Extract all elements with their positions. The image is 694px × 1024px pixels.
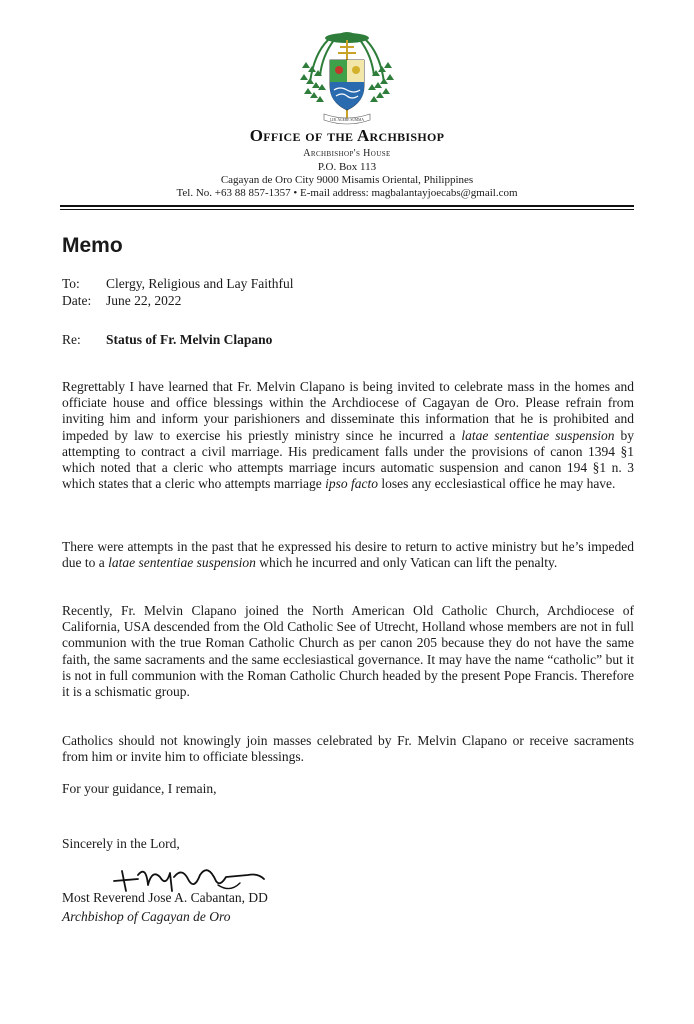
archdiocese-crest-icon: [300, 24, 394, 128]
p1-text-a: Regrettably I have learned that Fr. Melvin Clapano is being invited to celebrate mass in the homes and officiate house and office blessings within the Archdiocese of Cagayan de Oro. Please refrain from inviting him and inform your parishioners and disseminate this information that he is prohibited and impeded by law to exercise his priestly ministry since he incurred a: [62, 379, 634, 443]
p1-text-c: by attempting to contract a civil marriage. His predicament falls under the provisions of canon 1394 §1 which noted that a cleric who attempts marriage incurs automatic suspension and canon 194 §1 n. 3 which states that a cleric who attempts marriage: [62, 427, 634, 492]
crest-motto: LIB. AGERE SUMMA: [330, 118, 364, 122]
letterhead-rule-thin: [60, 209, 634, 210]
office-title: Office of the Archbishop: [249, 126, 445, 145]
paragraph-2: [62, 539, 634, 571]
letterhead-rule-thick: [60, 205, 634, 207]
p1-latin-ipso-facto: ipso facto: [325, 476, 379, 492]
contact-line: Tel. No. +63 88 857-1357 • E-mail address: magbalantayjoecabs@gmail.com: [176, 187, 518, 199]
to-row: [62, 276, 293, 292]
paragraph-1: [62, 379, 634, 492]
to-label: To:: [62, 276, 80, 291]
closing-sincerely: Sincerely in the Lord,: [62, 836, 180, 851]
p1-text-e: loses any ecclesiastical office he may have.: [378, 476, 616, 492]
city-address: Cagayan de Oro City 9000 Misamis Oriental, Philippines: [220, 174, 474, 186]
p2-text-a: There were attempts in the past that he expressed his desire to return to active ministry but he’s impeded due to a: [62, 539, 634, 571]
paragraph-3: Recently, Fr. Melvin Clapano joined the North American Old Catholic Church, Archdiocese of California, USA descended from the Old Catholic See of Utrecht, Holland whose members are not in full communion with the true Roman Catholic Church as per canon 205 because they do not have the same faith, the same sacraments and the same ecclesiastical governance. It may have the name “catholic” but it is not in full communion with the Roman Catholic Church headed by the present Pope Francis. Therefore it is a schismatic group.: [62, 603, 634, 700]
re-label: Re:: [62, 332, 81, 347]
signatory-name: Most Reverend Jose A. Cabantan, DD: [62, 890, 268, 905]
signatory-title: Archbishop of Cagayan de Oro: [62, 909, 231, 924]
paragraph-4: Catholics should not knowingly join masses celebrated by Fr. Melvin Clapano or receive sacraments from him or invite him to officiate blessings.: [62, 733, 634, 765]
to-value: Clergy, Religious and Lay Faithful: [106, 276, 294, 291]
re-subject: Status of Fr. Melvin Clapano: [106, 332, 273, 347]
p2-latin-term: latae sententiae suspension: [108, 555, 256, 571]
p1-latin-term: latae sententiae suspension: [461, 427, 615, 443]
po-box: P.O. Box 113: [317, 161, 377, 173]
house-name: Archbishop's House: [303, 148, 391, 159]
date-label: Date:: [62, 293, 92, 308]
memo-heading: Memo: [62, 234, 123, 257]
re-row: [62, 332, 272, 348]
closing-guidance: For your guidance, I remain,: [62, 781, 217, 796]
date-row: [62, 293, 181, 309]
p2-text-c: which he incurred and only Vatican can lift the penalty.: [255, 555, 558, 571]
date-value: June 22, 2022: [106, 293, 182, 308]
